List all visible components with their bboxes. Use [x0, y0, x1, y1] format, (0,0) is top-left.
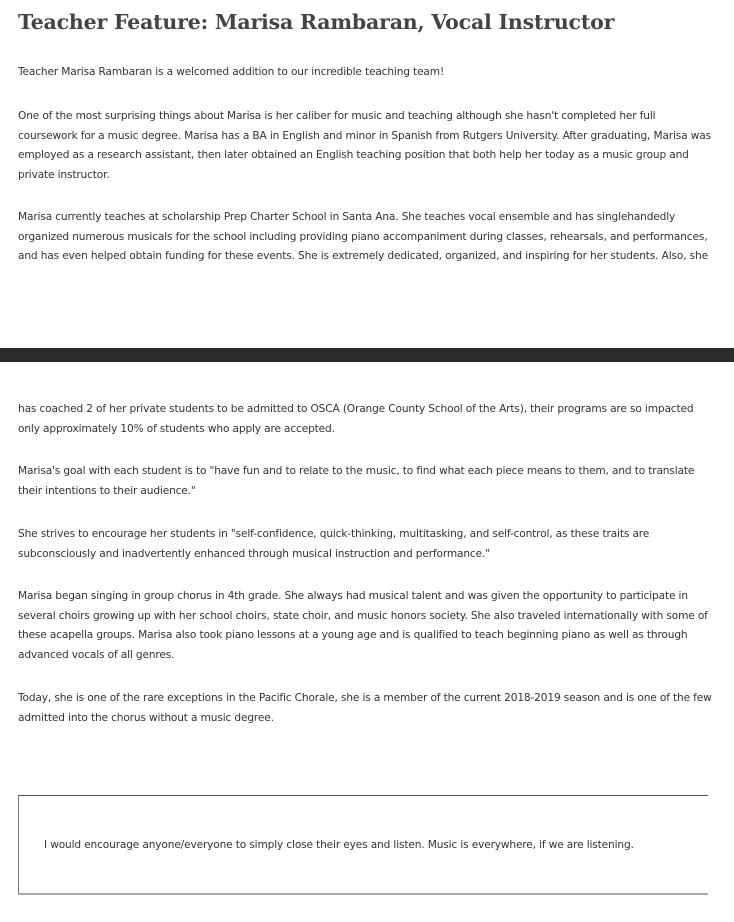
page-title: Teacher Feature: Marisa Rambaran, Vocal Instructor	[18, 10, 615, 34]
article-paragraph: Marisa began singing in group chorus in 4th grade. She always had musical talent and was given the opportunity to participate in several choirs growing up with her school choirs, state choir, and music honors society. She also traveled internationally with some of these acapella groups. Marisa also took piano lessons at a young age and is qualified to teach beginning piano as well as through advanced vocals of all genres.	[18, 590, 708, 661]
article-paragraph: has coached 2 of her private students to be admitted to OSCA (Orange County School of the Arts), their programs are so impacted only approximately 10% of students who apply are accepted.	[18, 403, 694, 435]
pull-quote-box	[18, 795, 708, 895]
article-paragraph: Marisa's goal with each student is to "have fun and to relate to the music, to find what each piece means to them, and to translate their intentions to their audience."	[18, 465, 695, 497]
article-paragraph: She strives to encourage her students in "self-confidence, quick-thinking, multitasking, and self-control, as these traits are subconsciously and inadvertently enhanced through musical instruction and performance."	[18, 528, 650, 560]
article-paragraph: Today, she is one of the rare exceptions in the Pacific Chorale, she is a member of the current 2018-2019 season and is one of the few admitted into the chorus without a music degree.	[18, 692, 712, 724]
article-paragraph: Marisa currently teaches at scholarship Prep Charter School in Santa Ana. She teaches vocal ensemble and has singlehandedly organized numerous musicals for the school including providing piano accompaniment during classes, rehearsals, and performances, and has even helped obtain funding for these events. She is extremely dedicated, organized, and inspiring for her students. Also, she	[18, 211, 708, 262]
article-paragraph: One of the most surprising things about Marisa is her caliber for music and teaching although she hasn't completed her full coursework for a music degree. Marisa has a BA in English and minor in Spanish from Rutgers University. After graduating, Marisa was employed as a research assistant, then later obtained an English teaching position that both help her today as a music group and private instructor.	[18, 110, 711, 181]
section-divider-band	[0, 348, 734, 362]
pull-quote-text: I would encourage anyone/everyone to simply close their eyes and listen. Music is everywhere, if we are listening.	[44, 839, 634, 851]
article-paragraph: Teacher Marisa Rambaran is a welcomed addition to our incredible teaching team!	[18, 66, 445, 78]
